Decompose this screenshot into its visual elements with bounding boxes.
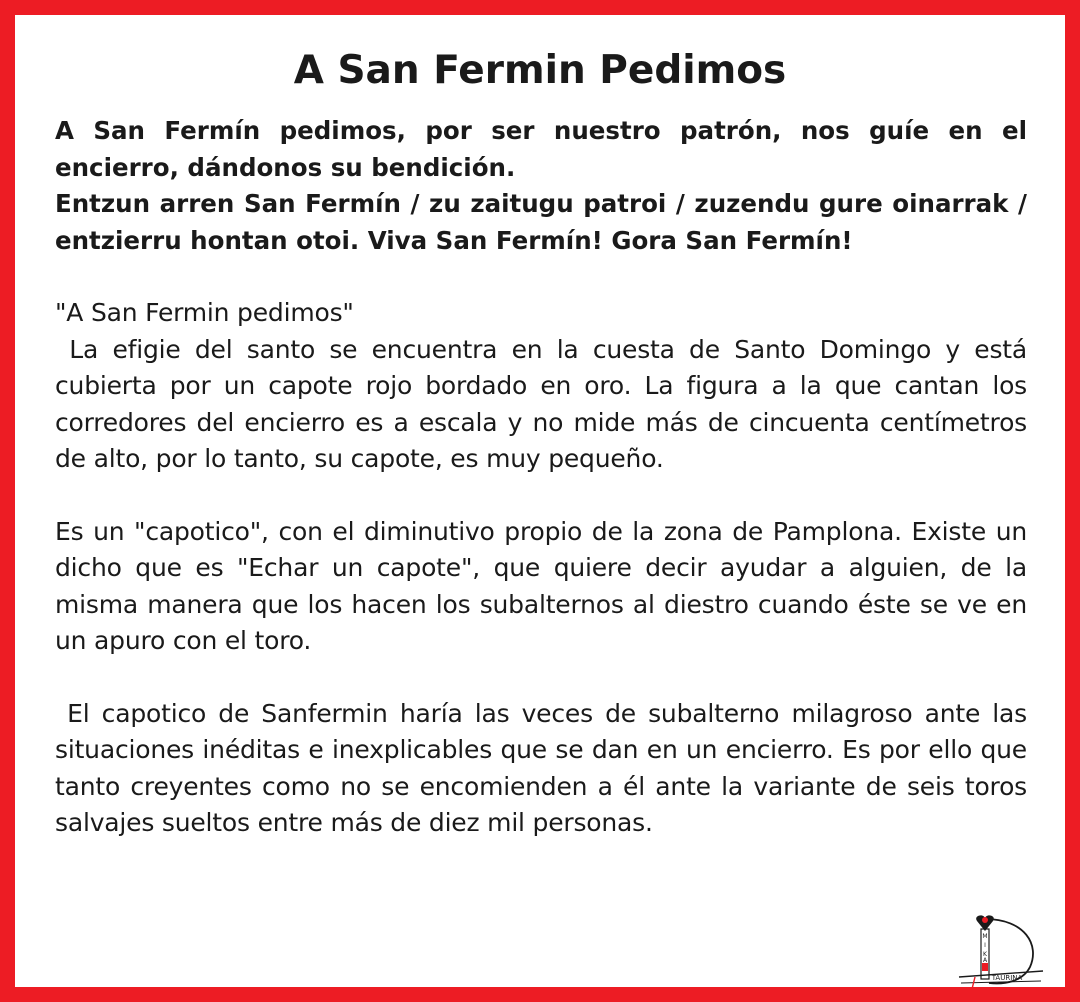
document-body: [55, 113, 1035, 842]
intro-paragraph-basque: Entzun arren San Fermín / zu zaitugu patroi / zuzendu gure oinarrak / entzierru hontan otoi. Viva San Fermín! Gora San Fermín!: [55, 189, 1027, 255]
intro-paragraph-spanish: A San Fermín pedimos, por ser nuestro patrón, nos guíe en el encierro, dándonos su bendición.: [55, 116, 1027, 182]
spacer: [55, 660, 1027, 696]
paragraph-efigie: La efigie del santo se encuentra en la cuesta de Santo Domingo y está cubierta por un capote rojo bordado en oro. La figura a la que cantan los corredores del encierro es a escala y no mide más de cincuenta centímetros de alto, por lo tanto, su capote, es muy pequeño.: [55, 334, 1035, 473]
logo-letter-k: K: [983, 951, 987, 958]
mika-taurina-logo: [945, 905, 1045, 995]
logo-letter-i: I: [984, 942, 986, 949]
spacer: [55, 478, 1027, 514]
logo-letter-a: A: [982, 957, 988, 964]
paragraph-capotico: Es un "capotico", con el diminutivo propio de la zona de Pamplona. Existe un dicho que es "Echar un capote", que quiere decir ayudar a alguien, de la misma manera que los hacen los subalternos al diestro cuando éste se ve en un apuro con el toro.: [55, 516, 1027, 655]
paragraph-subalterno: El capotico de Sanfermin haría las veces de subalterno milagroso ante las situaciones inéditas e inexplicables que se dan en un encierro. Es por ello que tanto creyentes como no se encomienden a él ante la variante de seis toros salvajes sueltos entre más de diez mil personas.: [55, 698, 1035, 837]
page-title: A San Fermin Pedimos: [293, 48, 787, 93]
logo-letter-m: M: [982, 933, 988, 940]
quote-heading: "A San Fermin pedimos": [55, 298, 354, 327]
spacer: [55, 259, 1027, 295]
logo-brand-text: TAURINA: [991, 974, 1023, 982]
